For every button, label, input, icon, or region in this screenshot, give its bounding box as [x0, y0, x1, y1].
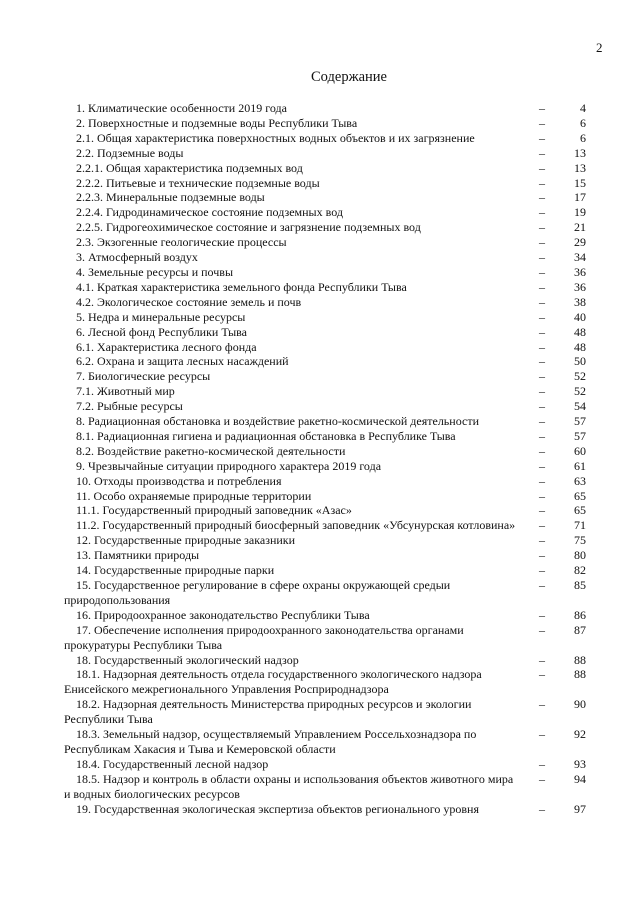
toc-leader-dash: – — [539, 756, 545, 771]
toc-leader-dash: – — [539, 205, 545, 220]
toc-leader-dash: – — [539, 533, 545, 548]
toc-leader-dash: – — [539, 414, 545, 429]
toc-entry — [64, 563, 586, 578]
toc-entry — [64, 265, 586, 280]
toc-leader-dash: – — [539, 339, 545, 354]
toc-entry — [64, 802, 586, 817]
toc-entry-title: 7.2. Рыбные ресурсы — [76, 399, 183, 414]
toc-entry-title: 4.1. Краткая характеристика земельного фонда Республики Тыва — [76, 279, 407, 294]
toc-entry-title: 17. Обеспечение исполнения природоохранного законодательства органами прокуратуры Республики Тыва — [64, 622, 464, 652]
toc-entry — [64, 474, 586, 489]
toc-entry — [64, 280, 586, 295]
toc-entry-title: 14. Государственные природные парки — [76, 563, 275, 578]
toc-entry-title: 2.3. Экзогенные геологические процессы — [76, 235, 287, 250]
toc-leader-dash: – — [539, 607, 545, 622]
toc-entry-page: 71 — [574, 518, 586, 533]
toc-leader-dash: – — [539, 548, 545, 563]
toc-entry-title: 6.1. Характеристика лесного фонда — [76, 339, 257, 354]
toc-entry-page: 65 — [574, 503, 586, 518]
toc-leader-dash: – — [539, 369, 545, 384]
toc-entry-page: 40 — [574, 309, 586, 324]
toc-entry-title: 16. Природоохранное законодательство Республики Тыва — [76, 607, 370, 622]
toc-entry-page: 80 — [574, 548, 586, 563]
toc-leader-dash: – — [539, 190, 545, 205]
toc-entry — [64, 653, 586, 668]
toc-entry-page: 36 — [574, 279, 586, 294]
page-title: Содержание — [311, 69, 387, 85]
toc-leader-dash: – — [539, 727, 545, 742]
toc-leader-dash: – — [539, 473, 545, 488]
toc-entry — [64, 131, 586, 146]
toc-entry — [64, 608, 586, 623]
toc-entry-title: 13. Памятники природы — [76, 548, 200, 563]
toc-leader-dash: – — [539, 622, 545, 637]
toc-entry — [64, 548, 586, 563]
toc-entry-title: 2.2.1. Общая характеристика подземных вод — [76, 160, 303, 175]
toc-entry-page: 61 — [574, 458, 586, 473]
toc-leader-dash: – — [539, 399, 545, 414]
toc-entry-title: 6.2. Охрана и защита лесных насаждений — [76, 354, 289, 369]
toc-leader-dash: – — [539, 220, 545, 235]
toc-entry-page: 94 — [574, 771, 586, 786]
toc-entry-title: 4.2. Экологическое состояние земель и почв — [76, 294, 302, 309]
toc-entry — [64, 116, 586, 131]
toc-entry — [64, 384, 586, 399]
toc-entry-page: 15 — [574, 175, 586, 190]
toc-entry-page: 6 — [580, 115, 586, 130]
toc-entry-title: 2.1. Общая характеристика поверхностных водных объектов и их загрязнение — [76, 130, 475, 145]
toc-entry-page: 82 — [574, 563, 586, 578]
toc-leader-dash: – — [539, 145, 545, 160]
toc-entry-title: 8.1. Радиационная гигиена и радиационная обстановка в Республике Тыва — [76, 428, 456, 443]
toc-entry-title: 5. Недра и минеральные ресурсы — [76, 309, 246, 324]
toc-entry-page: 87 — [574, 622, 586, 637]
toc-leader-dash: – — [539, 667, 545, 682]
toc-leader-dash: – — [539, 264, 545, 279]
toc-entry-page: 88 — [574, 667, 586, 682]
toc-leader-dash: – — [539, 771, 545, 786]
toc-entry — [64, 101, 586, 116]
toc-leader-dash: – — [539, 354, 545, 369]
toc-entry — [64, 727, 586, 757]
toc-entry-page: 57 — [574, 428, 586, 443]
toc-entry-title: 2. Поверхностные и подземные воды Республики Тыва — [76, 115, 358, 130]
toc-entry-title: 11. Особо охраняемые природные территории — [76, 488, 312, 503]
toc-leader-dash: – — [539, 235, 545, 250]
toc-entry-title: 11.2. Государственный природный биосферный заповедник «Убсунурская котловина» — [76, 518, 516, 533]
toc-entry-page: 34 — [574, 250, 586, 265]
toc-leader-dash: – — [539, 279, 545, 294]
toc-entry — [64, 459, 586, 474]
toc-entry — [64, 444, 586, 459]
toc-entry-page: 6 — [580, 130, 586, 145]
toc-entry — [64, 205, 586, 220]
toc-leader-dash: – — [539, 175, 545, 190]
toc-entry-title: 18.5. Надзор и контроль в области охраны и использования объектов животного мира и водных биологических ресурсов — [64, 771, 514, 801]
toc-entry — [64, 414, 586, 429]
page-number: 2 — [596, 40, 603, 55]
toc-leader-dash: – — [539, 384, 545, 399]
toc-entry-page: 36 — [574, 264, 586, 279]
toc-entry — [64, 772, 586, 802]
toc-entry — [64, 161, 586, 176]
toc-entry-page: 13 — [574, 160, 586, 175]
toc-leader-dash: – — [539, 518, 545, 533]
toc-entry — [64, 146, 586, 161]
toc-entry — [64, 340, 586, 355]
toc-entry — [64, 697, 586, 727]
toc-entry-title: 18.1. Надзорная деятельность отдела государственного экологического надзора Енисейского межрегионального Управления Росприроднадзора — [64, 667, 482, 697]
toc-entry-title: 2.2.5. Гидрогеохимическое состояние и загрязнение подземных вод — [76, 220, 421, 235]
toc-leader-dash: – — [539, 115, 545, 130]
toc-entry — [64, 533, 586, 548]
toc-entry — [64, 310, 586, 325]
toc-entry — [64, 518, 586, 533]
toc-entry — [64, 623, 586, 653]
toc-entry-page: 54 — [574, 399, 586, 414]
toc-entry-title: 10. Отходы производства и потребления — [76, 473, 282, 488]
toc-entry — [64, 429, 586, 444]
toc-entry-page: 48 — [574, 339, 586, 354]
toc-entry-title: 6. Лесной фонд Республики Тыва — [76, 324, 247, 339]
toc-entry-title: 2.2. Подземные воды — [76, 145, 184, 160]
toc-leader-dash: – — [539, 130, 545, 145]
toc-entry-title: 18.3. Земельный надзор, осуществляемый Управлением Россельхознадзора по Республикам Хакасия и Тыва и Кемеровской области — [64, 727, 477, 756]
toc-leader-dash: – — [539, 563, 545, 578]
toc-entry — [64, 176, 586, 191]
toc-entry-title: 7. Биологические ресурсы — [76, 369, 211, 384]
toc-entry-title: 12. Государственные природные заказники — [76, 533, 296, 548]
toc-entry-page: 75 — [574, 533, 586, 548]
toc-entry-title: 2.2.3. Минеральные подземные воды — [76, 190, 265, 205]
toc-entry-page: 93 — [574, 756, 586, 771]
toc-leader-dash: – — [539, 309, 545, 324]
toc-entry-title: 18.4. Государственный лесной надзор — [76, 756, 269, 771]
toc-entry-page: 48 — [574, 324, 586, 339]
toc-leader-dash: – — [539, 250, 545, 265]
toc-entry-title: 1. Климатические особенности 2019 года — [76, 101, 287, 115]
toc-entry-title: 3. Атмосферный воздух — [76, 250, 198, 265]
toc-leader-dash: – — [539, 160, 545, 175]
toc-entry-page: 65 — [574, 488, 586, 503]
toc-entry — [64, 489, 586, 504]
toc-entry — [64, 235, 586, 250]
toc-entry — [64, 250, 586, 265]
toc-entry-page: 97 — [574, 801, 586, 816]
toc-entry-title: 18. Государственный экологический надзор — [76, 652, 299, 667]
toc-leader-dash: – — [539, 801, 545, 816]
toc-leader-dash: – — [539, 488, 545, 503]
toc-leader-dash: – — [539, 503, 545, 518]
toc-leader-dash: – — [539, 697, 545, 712]
table-of-contents — [64, 101, 586, 817]
toc-entry-page: 90 — [574, 697, 586, 712]
toc-leader-dash: – — [539, 324, 545, 339]
toc-entry — [64, 295, 586, 310]
toc-entry-page: 57 — [574, 414, 586, 429]
toc-entry-title: 4. Земельные ресурсы и почвы — [76, 264, 234, 279]
toc-entry-page: 63 — [574, 473, 586, 488]
toc-entry — [64, 325, 586, 340]
toc-entry-title: 9. Чрезвычайные ситуации природного характера 2019 года — [76, 458, 382, 473]
toc-leader-dash: – — [539, 428, 545, 443]
toc-entry-title: 15. Государственное регулирование в сфере охраны окружающей средыи природопользования — [64, 578, 451, 607]
toc-entry — [64, 190, 586, 205]
toc-entry — [64, 369, 586, 384]
toc-entry — [64, 757, 586, 772]
toc-entry-page: 60 — [574, 443, 586, 458]
toc-entry-title: 19. Государственная экологическая экспертиза объектов регионального уровня — [76, 801, 479, 816]
toc-entry-page: 13 — [574, 145, 586, 160]
toc-leader-dash: – — [539, 294, 545, 309]
toc-entry — [64, 578, 586, 608]
toc-entry-title: 8.2. Воздействие ракетно-космической деятельности — [76, 443, 346, 458]
toc-entry-title: 18.2. Надзорная деятельность Министерства природных ресурсов и экологии Республики Тыва — [64, 697, 472, 727]
toc-entry — [64, 503, 586, 518]
toc-entry-page: 21 — [574, 220, 586, 235]
toc-entry-title: 11.1. Государственный природный заповедник «Азас» — [76, 503, 352, 518]
toc-entry-page: 52 — [574, 369, 586, 384]
toc-entry-page: 52 — [574, 384, 586, 399]
toc-entry-page: 86 — [574, 607, 586, 622]
toc-leader-dash: – — [539, 443, 545, 458]
toc-entry-page: 38 — [574, 294, 586, 309]
toc-entry — [64, 354, 586, 369]
toc-entry — [64, 667, 586, 697]
toc-entry-page: 17 — [574, 190, 586, 205]
toc-entry — [64, 399, 586, 414]
toc-leader-dash: – — [539, 652, 545, 667]
toc-entry-page: 50 — [574, 354, 586, 369]
toc-leader-dash: – — [539, 458, 545, 473]
toc-entry-title: 2.2.4. Гидродинамическое состояние подземных вод — [76, 205, 343, 220]
toc-entry-page: 19 — [574, 205, 586, 220]
toc-entry-title: 2.2.2. Питьевые и технические подземные воды — [76, 175, 320, 190]
toc-leader-dash: – — [539, 578, 545, 592]
toc-leader-dash: – — [539, 101, 545, 115]
toc-entry — [64, 220, 586, 235]
toc-entry-page: 29 — [574, 235, 586, 250]
toc-entry-title: 7.1. Животный мир — [76, 384, 175, 399]
toc-entry-page: 4 — [580, 101, 586, 115]
toc-entry-page: 88 — [574, 652, 586, 667]
toc-entry-title: 8. Радиационная обстановка и воздействие ракетно-космической деятельности — [76, 414, 479, 429]
toc-entry-page: 85 — [574, 578, 586, 592]
toc-entry-page: 92 — [574, 727, 586, 742]
